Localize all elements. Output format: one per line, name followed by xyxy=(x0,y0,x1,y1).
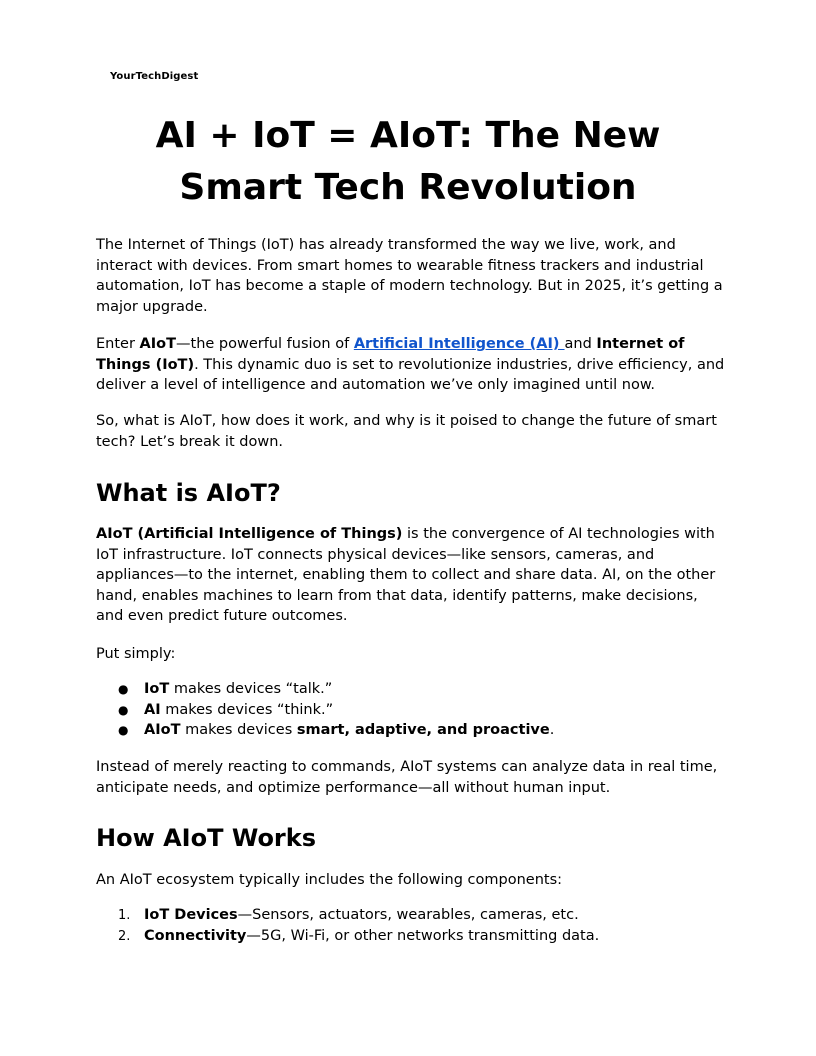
list-item: 2. Connectivity—5G, Wi-Fi, or other networks transmitting data. xyxy=(118,927,600,944)
bullet-list xyxy=(96,679,726,741)
bullet-icon: ● xyxy=(118,723,129,737)
section1-paragraph-1: AIoT (Artificial Intelligence of Things) is the convergence of AI technologies with IoT infrastructure. IoT connects physical devices—like sensors, cameras, and appliances—to the internet, enabling them to collect and share data. AI, on the other hand, enables machines to learn from that data, identify patterns, make decisions, and even predict future outcomes. xyxy=(96,526,716,624)
bullet-icon: ● xyxy=(118,702,129,717)
list-item: ● AIoT makes devices smart, adaptive, and proactive. xyxy=(96,720,726,741)
intro-paragraph-1: The Internet of Things (IoT) has already transformed the way we live, work, and interact with devices. From smart homes to wearable fitness trackers and industrial automation, IoT has become a staple of modern technology. But in 2025, it’s getting a major upgrade. xyxy=(96,237,723,315)
numbered-list xyxy=(96,905,726,946)
intro-paragraph-3: So, what is AIoT, how does it work, and why is it poised to change the future of smart tech? Let’s break it down. xyxy=(96,413,717,450)
section1-paragraph-2: Put simply: xyxy=(96,646,176,662)
list-item: ● AI makes devices “think.” xyxy=(96,700,726,721)
section-heading-what-is-aiot: What is AIoT? xyxy=(96,479,281,507)
section2-paragraph-1: An AIoT ecosystem typically includes the following components: xyxy=(96,872,563,888)
section1-paragraph-3: Instead of merely reacting to commands, AIoT systems can analyze data in real time, anticipate needs, and optimize performance—all without human input. xyxy=(96,759,718,796)
list-item: 1. IoT Devices—Sensors, actuators, wearables, cameras, etc. xyxy=(118,907,579,923)
intro-paragraph-2: Enter AIoT—the powerful fusion of Artificial Intelligence (AI) and Internet of Things (IoT). This dynamic duo is set to revolutionize industries, drive efficiency, and deliver a level of intelligence and automation we’ve only imagined until now. xyxy=(96,336,725,393)
bullet-icon: ● xyxy=(118,682,129,696)
article-title: AI + IoT = AIoT: The New Smart Tech Revolution xyxy=(155,115,661,208)
section-heading-how-aiot-works: How AIoT Works xyxy=(96,824,317,852)
ai-link[interactable]: Artificial Intelligence (AI) xyxy=(353,336,565,352)
list-item: ● IoT makes devices “talk.” xyxy=(96,679,726,700)
site-logo: YourTechDigest xyxy=(110,71,199,82)
